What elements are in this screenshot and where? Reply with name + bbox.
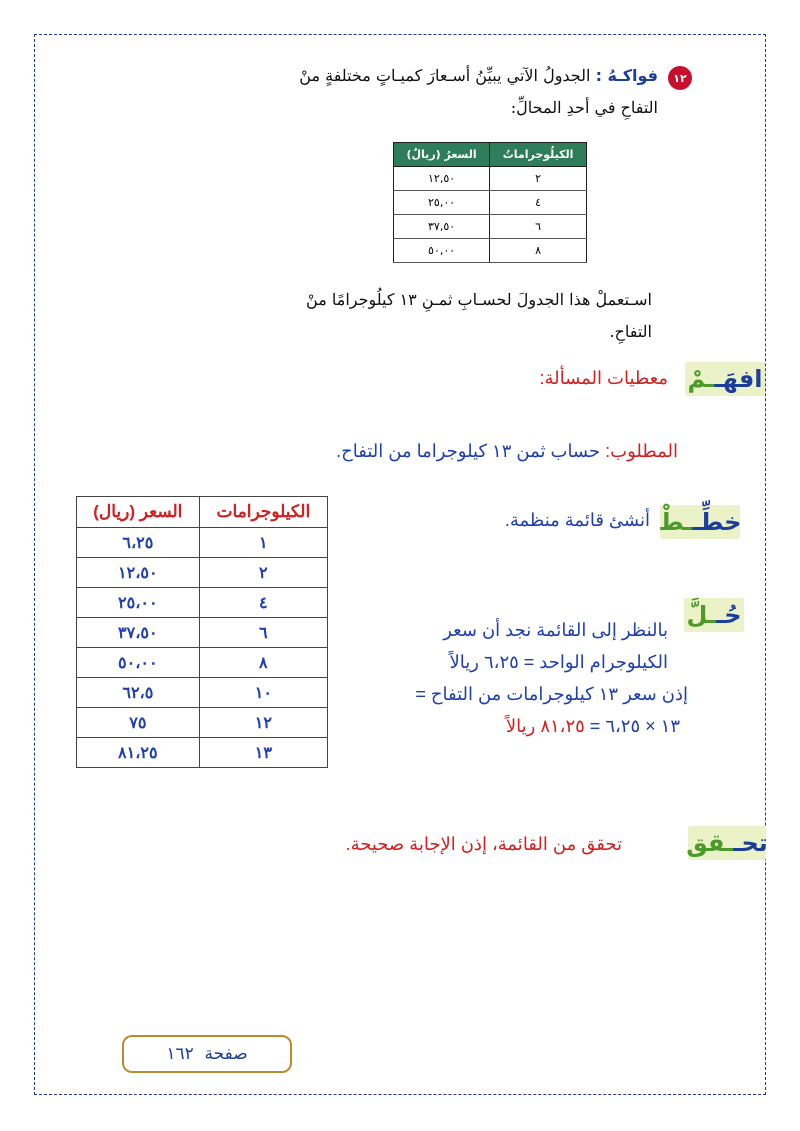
solve-line-4 [506, 716, 680, 737]
list-header-price: السعر (ريال) [77, 497, 200, 528]
required-label: المطلوب: [605, 441, 678, 461]
given-label: معطيات المسألة: [539, 368, 668, 388]
list-cell-price: ٧٥ [77, 708, 200, 738]
table-row [394, 191, 587, 215]
source-header-price: السعرُ (ريالٌ) [394, 143, 490, 167]
page-number: ١٦٢ [166, 1044, 194, 1064]
source-cell-price: ٣٧,٥٠ [394, 215, 490, 239]
question-line-2: التفاحِ. [609, 322, 652, 341]
check-text: تحقق من القائمة، إذن الإجابة صحيحة. [345, 834, 622, 854]
source-cell-price: ١٢,٥٠ [394, 167, 490, 191]
understand-heading-part-a: افهَـ [714, 365, 763, 393]
solve-heading-part-a: حُـ [716, 601, 742, 629]
plan-heading-part-b: ـطْ [658, 508, 693, 536]
list-cell-kg: ١٢ [199, 708, 327, 738]
problem-keyword: فواكـهُ : [595, 66, 658, 85]
understand-heading-part-b: ـمْ [687, 365, 715, 393]
source-cell-kg: ٨ [490, 239, 587, 263]
question-line-1: اسـتعملْ هذا الجدولَ لحسـابِ ثمـنِ ١٣ كيلُوجرامًا منْ [306, 290, 652, 309]
table-row [394, 215, 587, 239]
understand-heading [685, 362, 765, 396]
list-cell-price: ٨١،٢٥ [77, 738, 200, 768]
check-heading-part-b: ـقق [686, 829, 734, 857]
table-row [77, 648, 328, 678]
check-heading [688, 826, 766, 860]
problem-number-badge: ١٢ [668, 66, 692, 90]
source-cell-price: ٢٥,٠٠ [394, 191, 490, 215]
list-cell-kg: ٢ [199, 558, 327, 588]
required-line [336, 441, 678, 462]
problem-line-2: التفاحِ في أحدِ المحالِّ: [510, 98, 658, 117]
solve-line-1: بالنظر إلى القائمة نجد أن سعر [443, 620, 668, 640]
source-cell-kg: ٤ [490, 191, 587, 215]
list-cell-kg: ١٣ [199, 738, 327, 768]
list-cell-kg: ٨ [199, 648, 327, 678]
problem-line-1 [299, 66, 658, 85]
list-cell-kg: ١ [199, 528, 327, 558]
solve-line-2: الكيلوجرام الواحد = ٦،٢٥ ريالاً [449, 652, 668, 672]
table-row [77, 528, 328, 558]
plan-text: أنشئ قائمة منظمة. [504, 510, 650, 530]
table-row [77, 708, 328, 738]
source-cell-price: ٥٠,٠٠ [394, 239, 490, 263]
solve-heading [684, 598, 744, 632]
solve-line-3: إذن سعر ١٣ كيلوجرامات من التفاح = [415, 684, 688, 704]
check-heading-part-a: تحـ [733, 829, 768, 857]
table-row [77, 558, 328, 588]
source-cell-kg: ٦ [490, 215, 587, 239]
plan-heading-part-a: خطِّـ [692, 508, 742, 536]
page-number-badge [122, 1035, 292, 1073]
list-cell-price: ٦٢،٥ [77, 678, 200, 708]
solve-heading-part-b: ـلَّ [686, 601, 717, 629]
table-row [77, 618, 328, 648]
table-row [394, 167, 587, 191]
list-cell-kg: ٤ [199, 588, 327, 618]
required-text: حساب ثمن ١٣ كيلوجراما من التفاح. [336, 441, 606, 461]
list-cell-kg: ١٠ [199, 678, 327, 708]
problem-text-1: الجدولُ الآتي يبيِّنُ أسـعارَ كميـاتٍ مختلفةٍ منْ [299, 66, 591, 85]
source-header-kg: الكيلُوجراماتُ [490, 143, 587, 167]
solve-line-4-expression: ١٣ × ٦،٢٥ = [584, 716, 680, 736]
list-cell-kg: ٦ [199, 618, 327, 648]
list-cell-price: ١٢،٥٠ [77, 558, 200, 588]
table-row [77, 588, 328, 618]
price-source-table [393, 142, 587, 263]
page-label: صفحة [204, 1044, 248, 1064]
list-header-kg: الكيلوجرامات [199, 497, 327, 528]
plan-heading [660, 505, 740, 539]
list-cell-price: ٥٠،٠٠ [77, 648, 200, 678]
list-cell-price: ٦،٢٥ [77, 528, 200, 558]
solve-line-4-answer: ٨١،٢٥ ريالاً [505, 716, 585, 736]
list-cell-price: ٢٥،٠٠ [77, 588, 200, 618]
table-row [394, 239, 587, 263]
organized-list-table [76, 496, 328, 768]
source-cell-kg: ٢ [490, 167, 587, 191]
table-row [77, 678, 328, 708]
table-row [77, 738, 328, 768]
list-cell-price: ٣٧،٥٠ [77, 618, 200, 648]
